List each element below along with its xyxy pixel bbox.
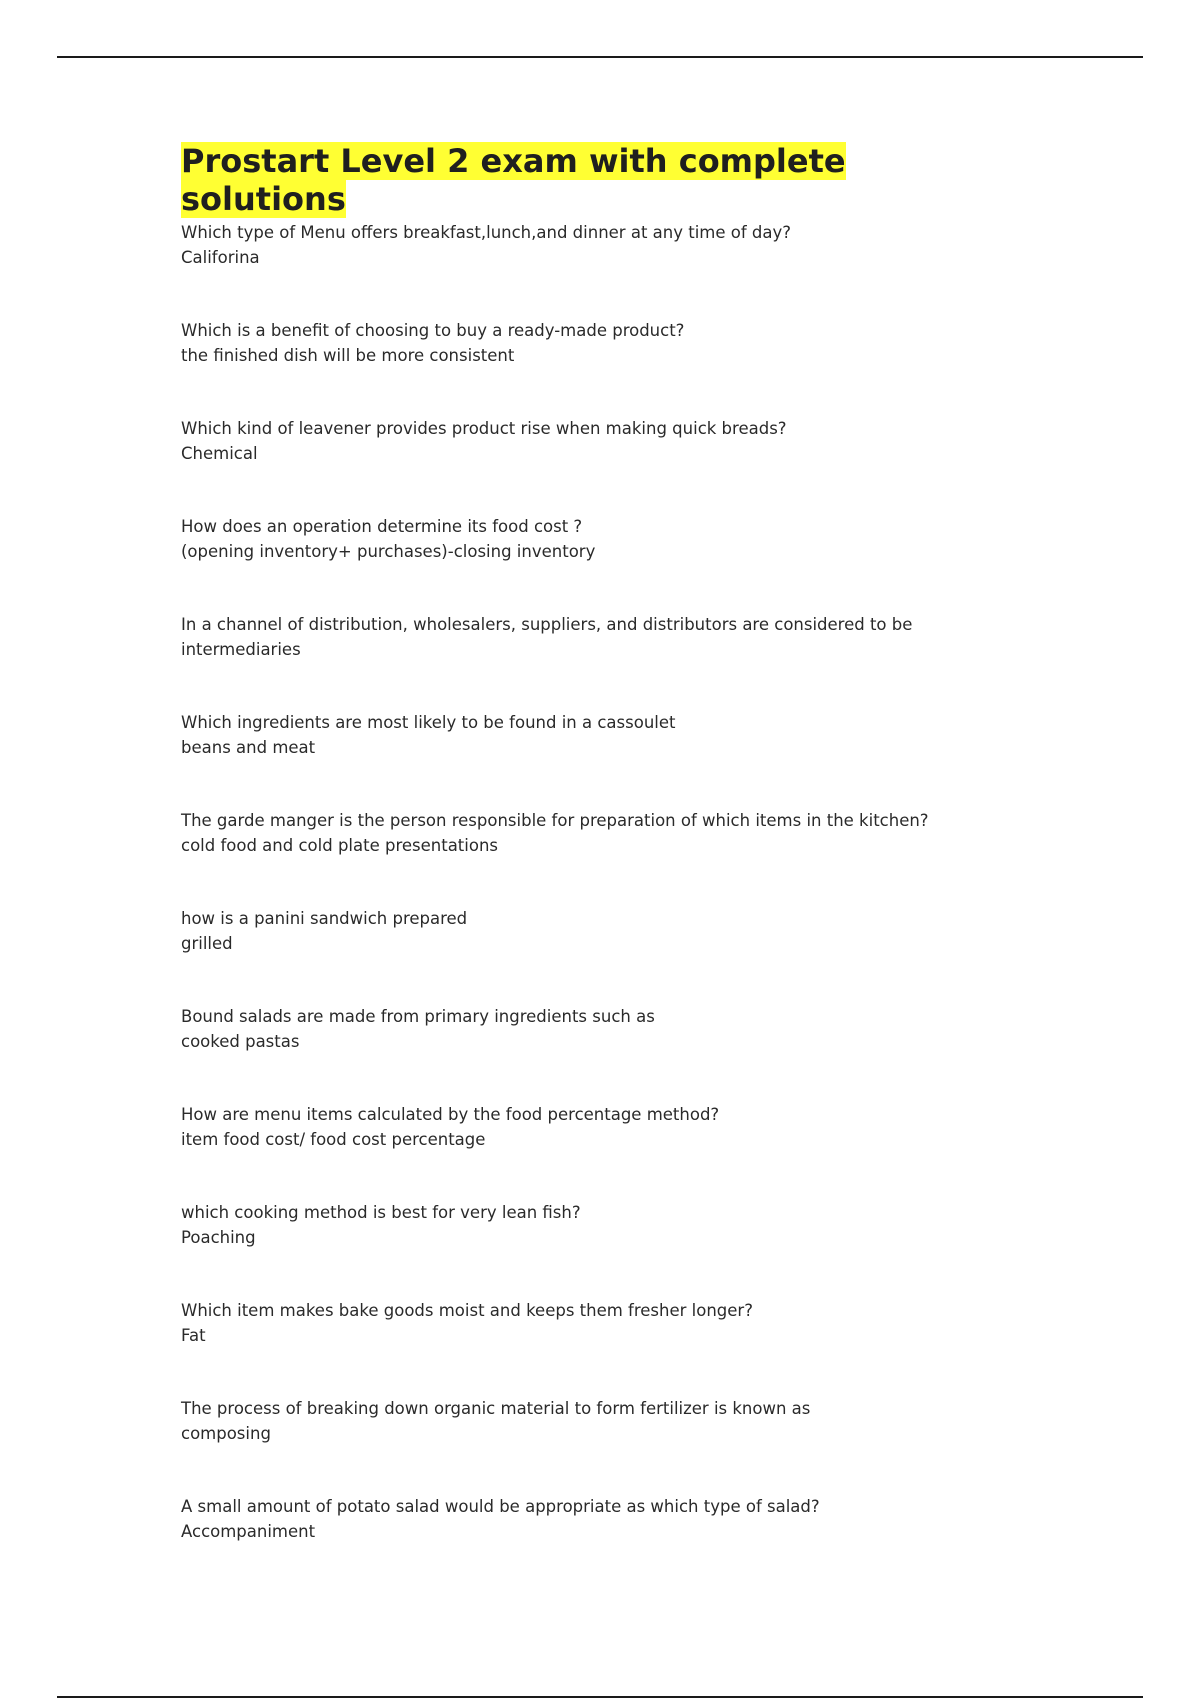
question-text: which cooking method is best for very lean fish? [181,1203,581,1222]
bottom-rule [57,1696,1143,1698]
question-text: How are menu items calculated by the food percentage method? [181,1105,720,1124]
qa-item [181,1299,1001,1348]
qa-item [181,809,1001,858]
question-text: The garde manger is the person responsible for preparation of which items in the kitchen? [181,811,929,830]
question-text: In a channel of distribution, wholesalers, suppliers, and distributors are considered to be [181,615,913,634]
question-text: how is a panini sandwich prepared [181,909,468,928]
qa-item [181,221,1001,270]
qa-item [181,417,1001,466]
document-title [181,142,1001,218]
answer-text: Califorina [181,247,260,267]
answer-text: the finished dish will be more consistent [181,345,515,365]
document-title-text: Prostart Level 2 exam with complete solutions [181,142,846,218]
qa-item [181,1495,1001,1544]
document-body [181,142,1001,1593]
answer-text: Poaching [181,1227,256,1247]
top-rule [57,56,1143,58]
answer-text: composing [181,1423,271,1443]
question-text: Which type of Menu offers breakfast,lunch,and dinner at any time of day? [181,223,792,242]
question-text: How does an operation determine its food cost ? [181,517,583,536]
answer-text: intermediaries [181,639,301,659]
qa-item [181,1201,1001,1250]
answer-text: item food cost/ food cost percentage [181,1129,486,1149]
qa-item [181,711,1001,760]
qa-list [181,221,1001,1544]
question-text: Which item makes bake goods moist and keeps them fresher longer? [181,1301,753,1320]
qa-item [181,1397,1001,1446]
qa-item [181,613,1001,662]
question-text: Which kind of leavener provides product rise when making quick breads? [181,419,787,438]
question-text: Which ingredients are most likely to be found in a cassoulet [181,713,676,732]
qa-item [181,515,1001,564]
answer-text: Accompaniment [181,1521,316,1541]
answer-text: cold food and cold plate presentations [181,835,499,855]
answer-text: (opening inventory+ purchases)-closing inventory [181,541,596,561]
answer-text: Fat [181,1325,206,1345]
answer-text: Chemical [181,443,258,463]
answer-text: cooked pastas [181,1031,300,1051]
answer-text: beans and meat [181,737,316,757]
qa-item [181,319,1001,368]
question-text: A small amount of potato salad would be appropriate as which type of salad? [181,1497,820,1516]
question-text: Which is a benefit of choosing to buy a ready-made product? [181,321,685,340]
qa-item [181,1103,1001,1152]
question-text: The process of breaking down organic material to form fertilizer is known as [181,1399,811,1418]
question-text: Bound salads are made from primary ingredients such as [181,1007,655,1026]
qa-item [181,1005,1001,1054]
answer-text: grilled [181,933,233,953]
qa-item [181,907,1001,956]
